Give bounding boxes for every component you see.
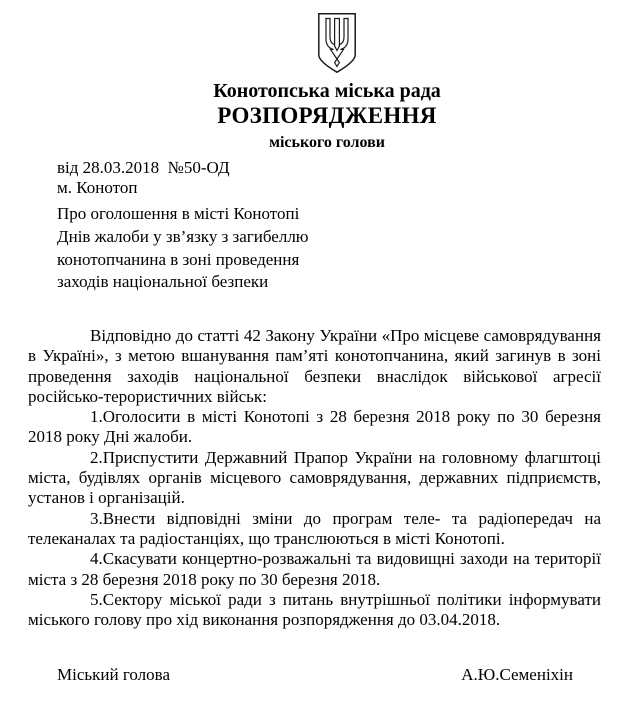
document-body: [28, 326, 601, 630]
body-paragraph-item-2: 2.Приспустити Державний Прапор України на головному флагштоці міста, будівлях органів місцевого самоврядування, державних підприємств, установ і організацій.: [28, 447, 601, 508]
document-meta: [57, 158, 230, 197]
body-paragraph-item-3: 3.Внести відповідні зміни до програм теле- та радіопередач на телеканалах та радіостанціях, що транслюються в місті Конотопі.: [28, 508, 601, 548]
ukraine-trident-coat-of-arms-icon: [317, 12, 357, 74]
subject-line: Днів жалоби у зв’язку з загибеллю: [57, 226, 309, 246]
body-paragraph-item-1: 1.Оголосити в місті Конотопі з 28 березня 2018 року по 30 березня 2018 року Дні жалоби.: [28, 407, 601, 447]
body-paragraph-item-4: 4.Скасувати концертно-розважальні та видовищні заходи на території міста з 28 березня 2018 року по 30 березня 2018.: [28, 549, 601, 589]
city-line: м. Конотоп: [57, 177, 138, 197]
document-header: [33, 80, 621, 152]
signature-row: [57, 665, 573, 685]
document-type-title: РОЗПОРЯДЖЕННЯ: [217, 103, 437, 128]
body-paragraph-preamble: Відповідно до статті 42 Закону України «Про місцеве самоврядування в Україні», з метою вшанування пам’яті конотопчанина, який загинув в зоні проведення заходів національної безпеки внаслідок військової агресії російсько-терористичних військ:: [28, 326, 601, 406]
body-paragraph-item-5: 5.Сектору міської ради з питань внутрішньої політики інформувати міського голову про хід виконання розпорядження до 03.04.2018.: [28, 589, 601, 630]
subject-line: Про оголошення в місті Конотопі: [57, 204, 300, 223]
organization-name: Конотопська міська рада: [213, 80, 441, 102]
subject-block: [57, 203, 309, 294]
signer-name: А.Ю.Семеніхін: [461, 665, 573, 684]
subject-line: заходів національної безпеки: [57, 272, 269, 292]
document-subtitle: міського голови: [269, 134, 385, 151]
subject-line: конотопчанина в зоні проведення: [57, 249, 300, 269]
signer-position: Міський голова: [57, 665, 170, 684]
date-number-line: від 28.03.2018 №50-ОД: [57, 158, 230, 177]
